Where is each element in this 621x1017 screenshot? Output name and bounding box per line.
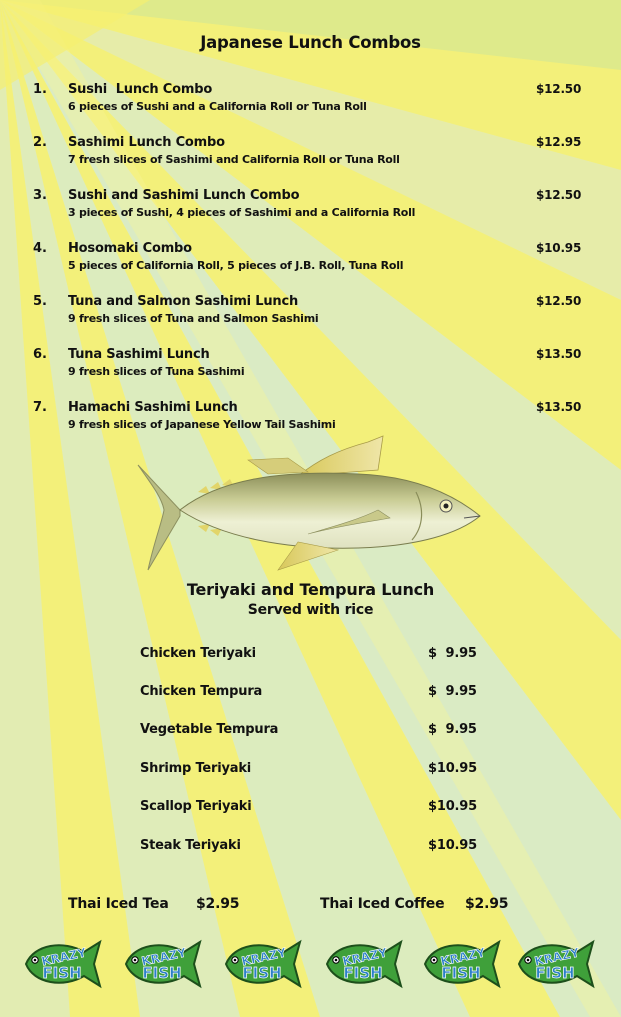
- item-number: 1.: [33, 82, 47, 97]
- item-name: Sushi and Sashimi Lunch Combo: [68, 188, 300, 203]
- item-price: $13.50: [536, 400, 582, 414]
- lunch-item: [0, 838, 621, 858]
- svg-text:KRAZY: KRAZY: [439, 945, 487, 969]
- item-description: 3 pieces of Sushi, 4 pieces of Sashimi and a California Roll: [68, 206, 416, 219]
- svg-text:FISH: FISH: [142, 964, 182, 982]
- svg-text:KRAZY: KRAZY: [240, 945, 288, 969]
- item-price: $12.50: [536, 294, 582, 308]
- item-description: 9 fresh slices of Tuna Sashimi: [68, 365, 245, 378]
- item-price: $13.50: [536, 347, 582, 361]
- item-price: $12.95: [536, 135, 582, 149]
- drink-item: [68, 896, 169, 912]
- lunch-item-price: $ 9.95: [428, 646, 477, 661]
- krazy-fish-logo-icon: [321, 936, 405, 992]
- lunch-item: [0, 646, 621, 666]
- svg-text:FISH: FISH: [535, 964, 575, 982]
- item-description: 6 pieces of Sushi and a California Roll or Tuna Roll: [68, 100, 367, 113]
- krazy-fish-logo-icon: [20, 936, 104, 992]
- lunch-item-name: Vegetable Tempura: [140, 722, 279, 737]
- item-name: Hosomaki Combo: [68, 241, 192, 256]
- page-title: Japanese Lunch Combos: [200, 33, 421, 52]
- lunch-item-name: Chicken Teriyaki: [140, 646, 256, 661]
- menu-item: [0, 135, 621, 175]
- lunch-item-name: Chicken Tempura: [140, 684, 263, 699]
- item-description: 5 pieces of California Roll, 5 pieces of J.B. Roll, Tuna Roll: [68, 259, 404, 272]
- lunch-item-price: $10.95: [428, 799, 477, 814]
- item-number: 7.: [33, 400, 47, 415]
- item-description: 9 fresh slices of Japanese Yellow Tail Sashimi: [68, 418, 336, 431]
- krazy-fish-logo-icon: [120, 936, 204, 992]
- drink-item: [320, 896, 444, 912]
- menu-item: [0, 82, 621, 122]
- lunch-item-name: Shrimp Teriyaki: [140, 761, 252, 776]
- krazy-fish-logo-icon: [513, 936, 597, 992]
- menu-item: [0, 294, 621, 334]
- krazy-fish-logo-icon: [220, 936, 304, 992]
- item-number: 5.: [33, 294, 47, 309]
- lunch-item-price: $10.95: [428, 838, 477, 853]
- drink-name: Thai Iced Tea: [68, 896, 169, 912]
- svg-text:FISH: FISH: [42, 964, 82, 982]
- svg-text:KRAZY: KRAZY: [40, 945, 88, 969]
- svg-text:KRAZY: KRAZY: [533, 945, 581, 969]
- menu-item: [0, 347, 621, 387]
- lunch-item: [0, 722, 621, 742]
- item-number: 6.: [33, 347, 47, 362]
- section-subtitle: Served with rice: [247, 602, 374, 618]
- svg-text:FISH: FISH: [343, 964, 383, 982]
- krazy-fish-logo-icon: [419, 936, 503, 992]
- svg-text:KRAZY: KRAZY: [140, 945, 188, 969]
- lunch-item-price: $ 9.95: [428, 722, 477, 737]
- item-name: Sashimi Lunch Combo: [68, 135, 225, 150]
- lunch-item: [0, 684, 621, 704]
- item-number: 3.: [33, 188, 47, 203]
- item-name: Tuna Sashimi Lunch: [68, 347, 210, 362]
- svg-text:FISH: FISH: [441, 964, 481, 982]
- drink-price: $2.95: [465, 896, 509, 912]
- svg-text:KRAZY: KRAZY: [341, 945, 389, 969]
- item-number: 2.: [33, 135, 47, 150]
- item-name: Hamachi Sashimi Lunch: [68, 400, 238, 415]
- tuna-fish-icon: [128, 430, 484, 578]
- item-description: 9 fresh slices of Tuna and Salmon Sashimi: [68, 312, 319, 325]
- lunch-item-name: Steak Teriyaki: [140, 838, 241, 853]
- section-title: Teriyaki and Tempura Lunch: [186, 580, 435, 599]
- lunch-item-price: $ 9.95: [428, 684, 477, 699]
- item-description: 7 fresh slices of Sashimi and California Roll or Tuna Roll: [68, 153, 400, 166]
- item-price: $10.95: [536, 241, 582, 255]
- drink-price: $2.95: [196, 896, 240, 912]
- item-price: $12.50: [536, 188, 582, 202]
- item-price: $12.50: [536, 82, 582, 96]
- lunch-item-price: $10.95: [428, 761, 477, 776]
- item-number: 4.: [33, 241, 47, 256]
- lunch-item: [0, 761, 621, 781]
- menu-item: [0, 188, 621, 228]
- drink-name: Thai Iced Coffee: [320, 896, 445, 912]
- lunch-item: [0, 799, 621, 819]
- svg-text:FISH: FISH: [242, 964, 282, 982]
- menu-item: [0, 241, 621, 281]
- item-name: Sushi Lunch Combo: [68, 82, 213, 97]
- lunch-item-name: Scallop Teriyaki: [140, 799, 252, 814]
- item-name: Tuna and Salmon Sashimi Lunch: [68, 294, 299, 309]
